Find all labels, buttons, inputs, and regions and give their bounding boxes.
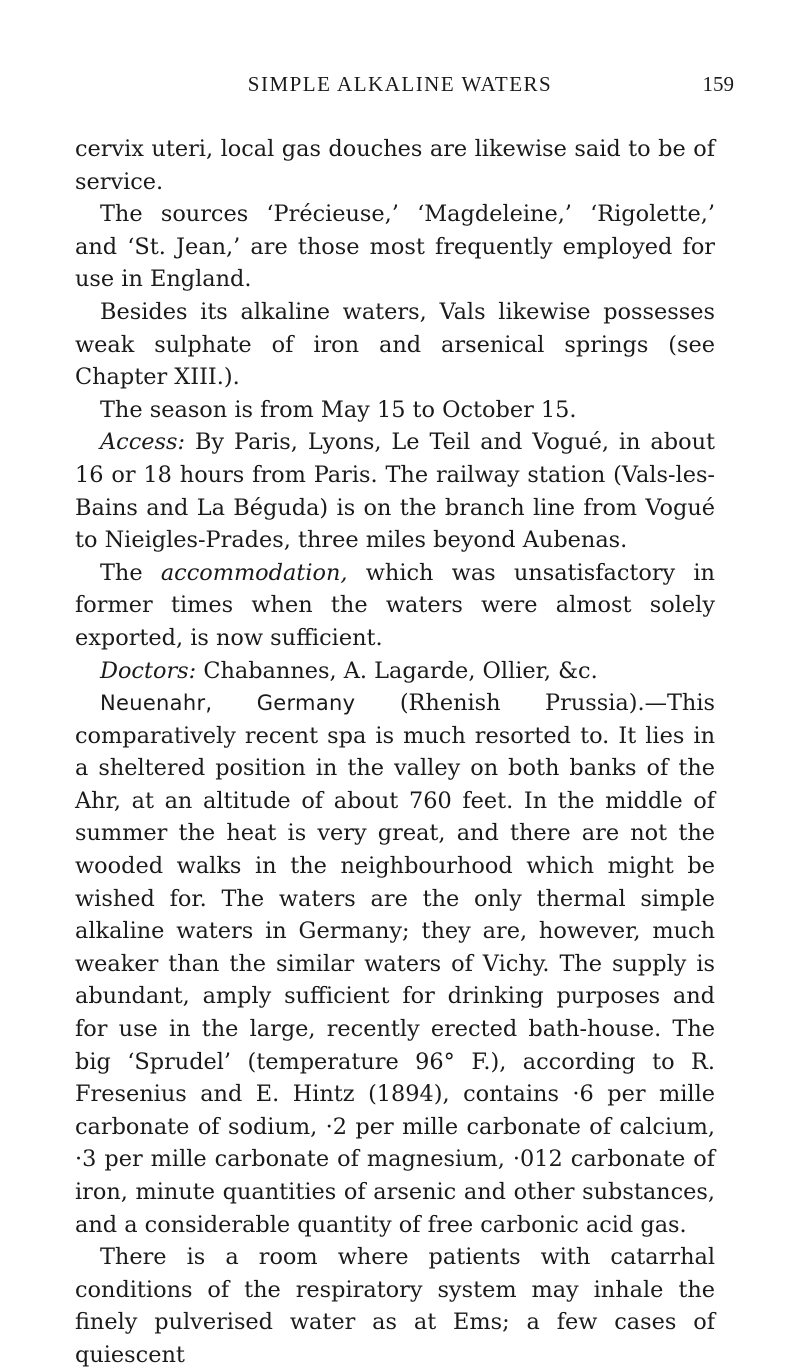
paragraph-inhalation: There is a room where patients with catarrhal conditions of the respiratory system may inhale the finely pulverised water as at Ems; a few cases of quiescent [75,1244,715,1368]
body-text [75,133,715,1372]
paragraph-accommodation [75,557,715,655]
accommodation-lead: The [100,559,161,586]
paragraph-3: Besides its alkaline waters, Vals likewise possesses weak sulphate of iron and arsenical springs (see Chapter XIII.). [75,298,715,391]
paragraph-1: cervix uteri, local gas douches are likewise said to be of service. [75,136,715,195]
doctors-label: Doctors: [100,657,197,684]
access-label: Access: [100,429,186,456]
accommodation-term: accommodation, [160,559,348,586]
paragraph-4: The season is from May 15 to October 15. [100,396,577,423]
neuenahr-heading: Neuenahr, Germany [100,691,356,716]
running-head: SIMPLE ALKALINE WATERS [247,72,553,96]
accommodation-text: which was unsatisfactory in former times when the waters were almost solely exported, is now sufficient. [75,559,715,651]
access-text: By Paris, Lyons, Le Teil and Vogué, in about 16 or 18 hours from Paris. The railway station (Vals-les-Bains and La Béguda) is on the branch line from Vogué to Nieigles-Prades, three miles beyond Aubenas. [75,429,715,554]
paragraph-doctors [75,655,715,688]
paragraph-neuenahr [75,687,715,1241]
doctors-text: Chabannes, A. Lagarde, Ollier, &c. [196,657,598,684]
paragraph-access [75,426,715,556]
page-number: 159 [702,72,734,96]
page-header [0,72,800,104]
neuenahr-text: (Rhenish Prussia).—This comparatively recent spa is much resorted to. It lies in a sheltered position in the valley on both banks of the Ahr, at an altitude of about 760 feet. In the middle of summer the heat is very great, and there are not the wooded walks in the neighbourhood which might be wished for. The waters are the only thermal simple alkaline waters in Germany; they are, however, much weaker than the similar waters of Vichy. The supply is abundant, amply sufficient for drinking purposes and for use in the large, recently erected bath-house. The big ‘Sprudel’ (temperature 96° F.), according to R. Fresenius and E. Hintz (1894), contains ·6 per mille carbonate of sodium, ·2 per mille carbonate of calcium, ·3 per mille carbonate of magnesium, ·012 carbonate of iron, minute quantities of arsenic and other substances, and a considerable quantity of free carbonic acid gas. [75,690,715,1238]
paragraph-2: The sources ‘Précieuse,’ ‘Magdeleine,’ ‘Rigolette,’ and ‘St. Jean,’ are those most frequently employed for use in England. [75,201,715,293]
